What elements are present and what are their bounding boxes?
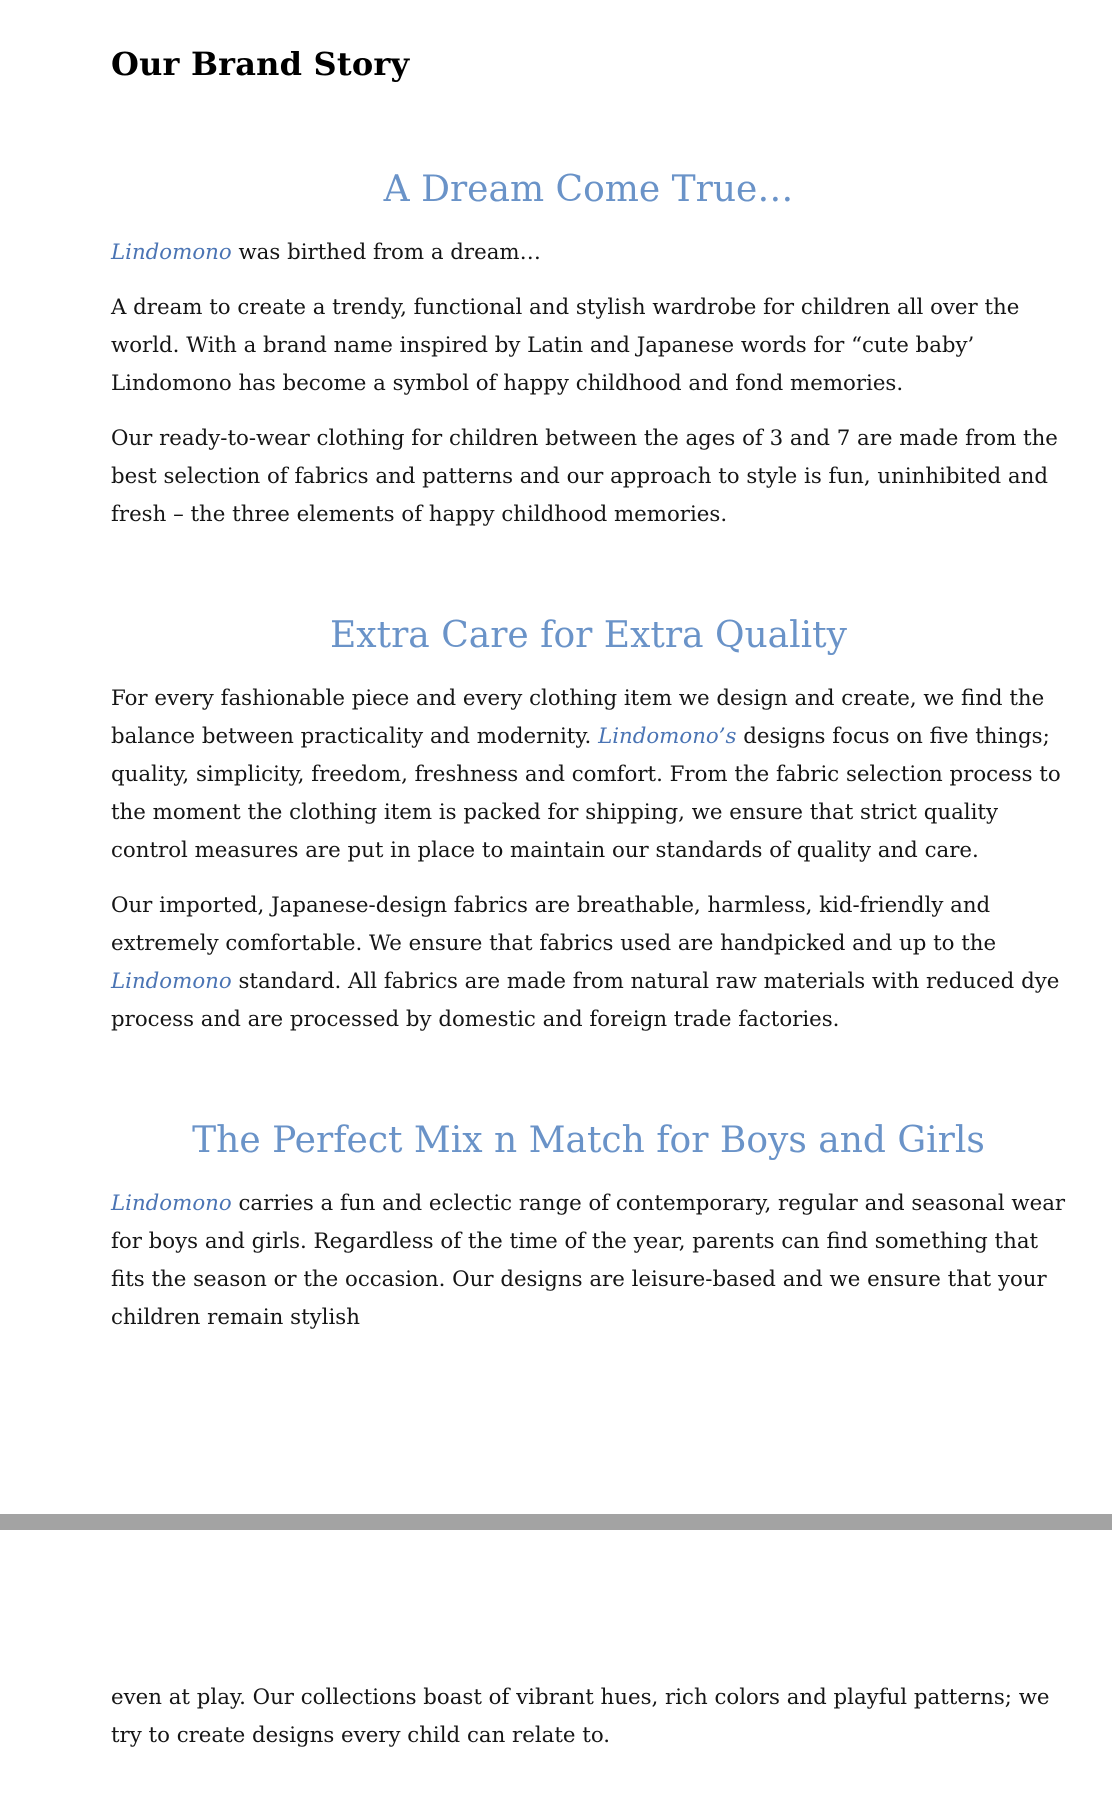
paragraph-text: For every fashionable piece and every clothing item we design and create, we find the balance between practicality and modernity. xyxy=(111,686,1045,749)
brand-name-link[interactable]: Lindomono xyxy=(111,969,232,994)
paragraph-quality-focus xyxy=(111,680,1066,870)
paragraph-text: was birthed from a dream… xyxy=(231,240,541,265)
document-page-2 xyxy=(0,1530,1112,1806)
brand-name-link[interactable]: Lindomono’s xyxy=(598,724,737,749)
brand-name-link[interactable]: Lindomono xyxy=(111,1191,232,1216)
page-title: Our Brand Story xyxy=(111,45,410,83)
brand-name-link[interactable]: Lindomono xyxy=(111,240,232,265)
paragraph-dream-wardrobe: A dream to create a trendy, functional and stylish wardrobe for children all over the world. With a brand name inspired by Latin and Japanese words for “cute baby’ Lindomono has become a symbol of happy childhood and fond memories. xyxy=(111,295,1020,396)
paragraph-mix-match xyxy=(111,1185,1066,1337)
paragraph-text: carries a fun and eclectic range of contemporary, regular and seasonal wear for boys and girls. Regardless of the time of the year, parents can find something that fits the season or the occasion. Our designs are leisure-based and we ensure that your children remain stylish xyxy=(111,1191,1066,1330)
section-heading-dream: A Dream Come True… xyxy=(383,169,794,210)
section-heading-quality: Extra Care for Extra Quality xyxy=(330,615,847,656)
page-2-content xyxy=(111,1679,1066,1772)
paragraph-mix-match-continued: even at play. Our collections boast of vibrant hues, rich colors and playful patterns; we try to create designs every child can relate to. xyxy=(111,1685,1050,1748)
page-1-content xyxy=(111,42,1066,1354)
paragraph-ready-to-wear: Our ready-to-wear clothing for children between the ages of 3 and 7 are made from the best selection of fabrics and patterns and our approach to style is fun, uninhibited and fresh – the three elements of happy childhood memories. xyxy=(111,426,1058,527)
paragraph-text: Our imported, Japanese-design fabrics are breathable, harmless, kid-friendly and extremely comfortable. We ensure that fabrics used are handpicked and up to the xyxy=(111,893,997,956)
paragraph-fabrics xyxy=(111,887,1066,1039)
page-break-separator xyxy=(0,1514,1112,1530)
paragraph-dream-intro xyxy=(111,234,1066,272)
section-heading-mix-match: The Perfect Mix n Match for Boys and Girls xyxy=(192,1120,985,1161)
paragraph-text: designs focus on five things; quality, simplicity, freedom, freshness and comfort. From the fabric selection process to the moment the clothing item is packed for shipping, we ensure that strict quality control measures are put in place to maintain our standards of quality and care. xyxy=(111,724,1061,863)
paragraph-text: standard. All fabrics are made from natural raw materials with reduced dye process and are processed by domestic and foreign trade factories. xyxy=(111,969,1060,1032)
